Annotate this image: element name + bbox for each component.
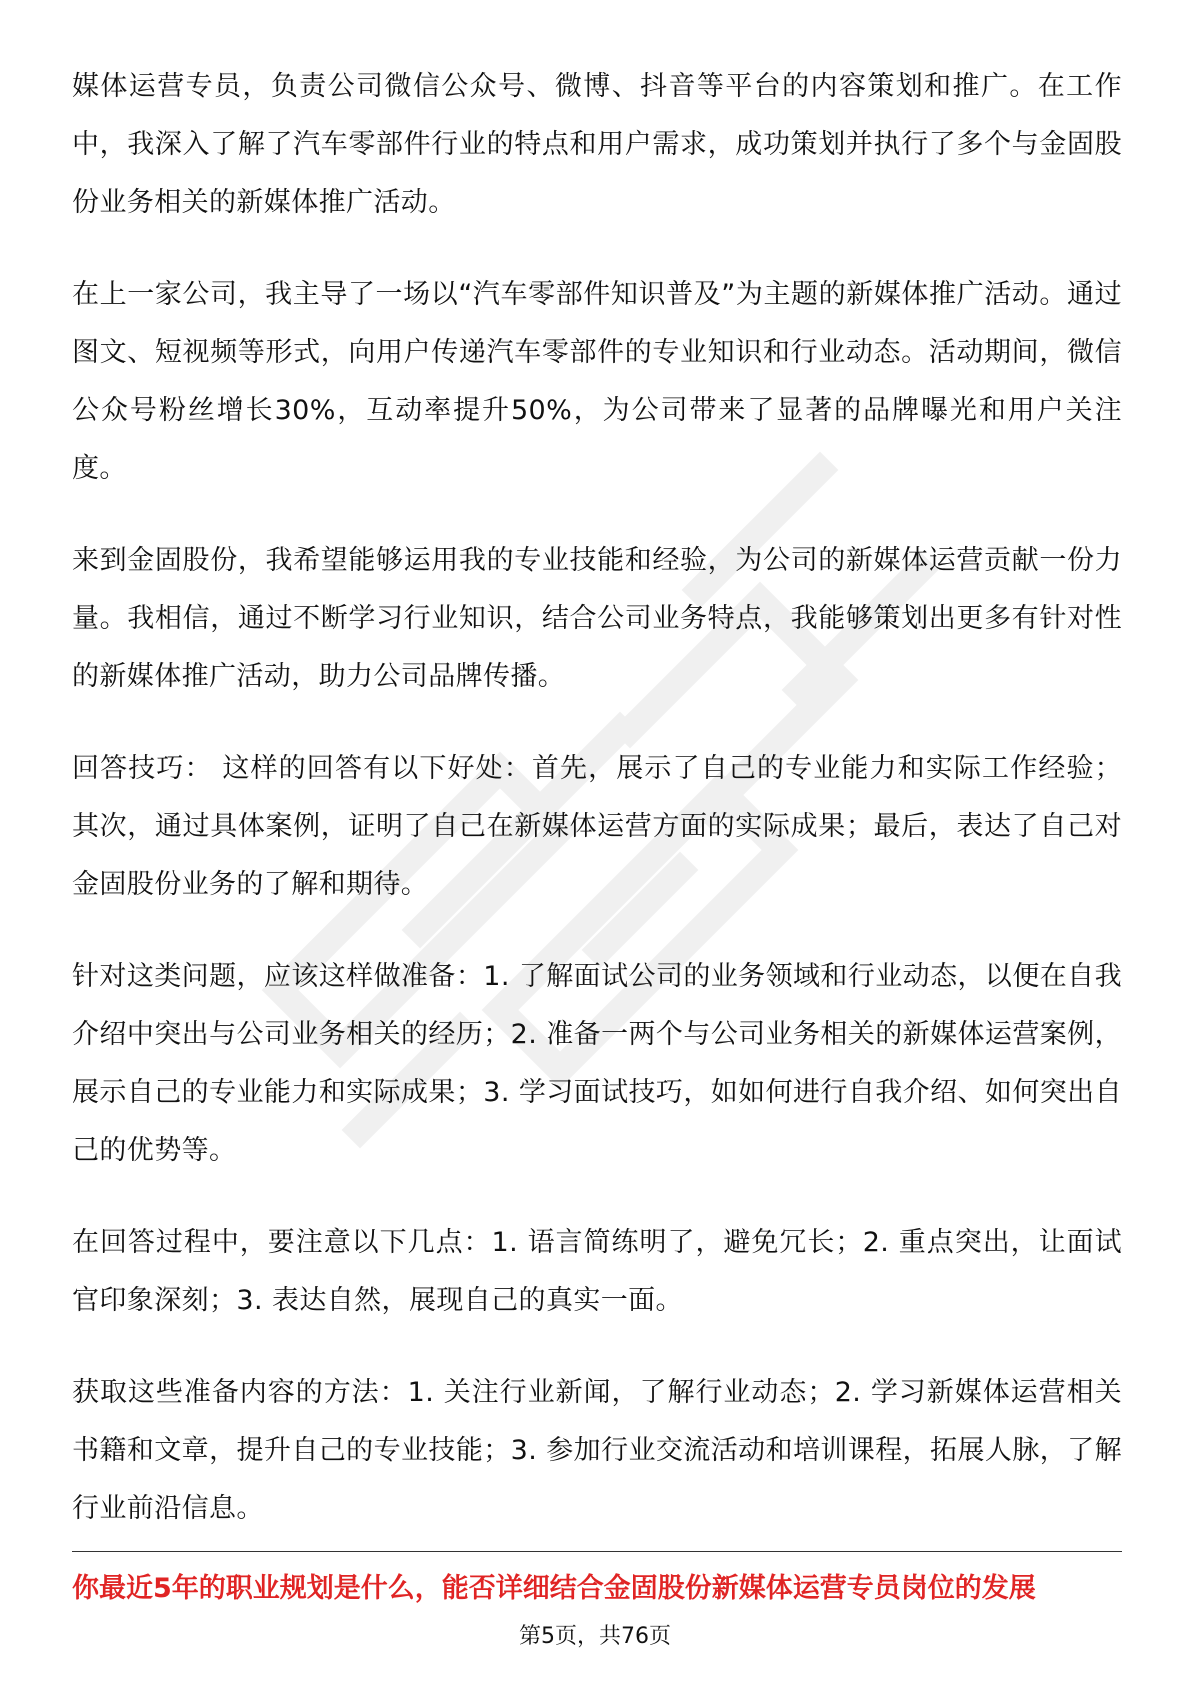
next-question-heading: 你最近5年的职业规划是什么，能否详细结合金固股份新媒体运营专员岗位的发展 — [72, 1573, 1036, 1604]
paragraph-answer-tips: 回答技巧： 这样的回答有以下好处：首先，展示了自己的专业能力和实际工作经验；其次，通过具体案例，证明了自己在新媒体运营方面的实际成果；最后，表达了自己对金固股份业务的了解和期待。 — [72, 753, 1122, 900]
page-number: 第5页，共76页 — [519, 1624, 671, 1649]
paragraph-attention-points: 在回答过程中，要注意以下几点：1. 语言简练明了，避免冗长；2. 重点突出，让面试官印象深刻；3. 表达自然，展现自己的真实一面。 — [72, 1227, 1122, 1316]
body-text — [72, 58, 1122, 1572]
section-divider — [72, 1551, 1122, 1552]
paragraph-methods: 获取这些准备内容的方法：1. 关注行业新闻，了解行业动态；2. 学习新媒体运营相关书籍和文章，提升自己的专业技能；3. 参加行业交流活动和培训课程，拓展人脉，了解行业前沿信息。 — [72, 1377, 1122, 1524]
paragraph-motivation: 来到金固股份，我希望能够运用我的专业技能和经验，为公司的新媒体运营贡献一份力量。我相信，通过不断学习行业知识，结合公司业务特点，我能够策划出更多有针对性的新媒体推广活动，助力公司品牌传播。 — [72, 545, 1122, 692]
paragraph-preparation: 针对这类问题，应该这样做准备：1. 了解面试公司的业务领域和行业动态，以便在自我介绍中突出与公司业务相关的经历；2. 准备一两个与公司业务相关的新媒体运营案例，展示自己的专业能力和实际成果；3. 学习面试技巧，如如何进行自我介绍、如何突出自己的优势等。 — [72, 961, 1122, 1166]
paragraph-campaign: 在上一家公司，我主导了一场以“汽车零部件知识普及”为主题的新媒体推广活动。通过图文、短视频等形式，向用户传递汽车零部件的专业知识和行业动态。活动期间，微信公众号粉丝增长30%，互动率提升50%，为公司带来了显著的品牌曝光和用户关注度。 — [72, 279, 1122, 484]
paragraph-experience: 媒体运营专员，负责公司微信公众号、微博、抖音等平台的内容策划和推广。在工作中，我深入了解了汽车零部件行业的特点和用户需求，成功策划并执行了多个与金固股份业务相关的新媒体推广活动。 — [72, 71, 1122, 218]
